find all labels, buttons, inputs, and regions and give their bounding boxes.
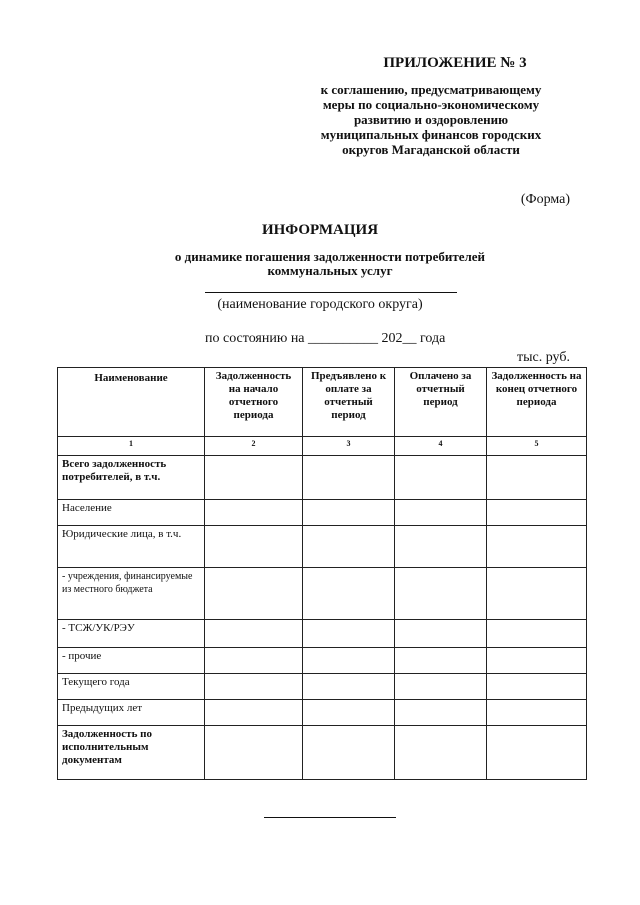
header-paid: Оплачено за отчетный период [395,368,487,437]
column-number: 3 [303,437,395,456]
table-cell[interactable] [303,620,395,648]
row-label: - учреждения, финансируемые из местного бюджета [58,568,205,620]
column-number: 1 [58,437,205,456]
table-cell[interactable] [303,674,395,700]
row-label: - прочие [58,648,205,674]
appendix-line: меры по социально-экономическому [322,97,540,112]
appendix-line: муниципальных финансов городских [320,127,542,142]
table-cell[interactable] [205,674,303,700]
table-cell[interactable] [205,500,303,526]
appendix-text [296,82,566,157]
table-cell[interactable] [395,674,487,700]
table-cell[interactable] [205,620,303,648]
units-label: тыс. руб. [517,350,570,365]
header-name: Наименование [58,368,205,437]
appendix-line: развитию и оздоровлению [353,112,509,127]
row-label: Всего задолженность потребителей, в т.ч. [58,456,205,500]
district-underline [205,292,457,293]
appendix-title: ПРИЛОЖЕНИЕ № 3 [383,55,527,71]
subtitle-line-1: о динамике погашения задолженности потребителей [174,249,486,264]
table-cell[interactable] [303,648,395,674]
table-row [58,526,587,568]
table-cell[interactable] [395,648,487,674]
table-row [58,456,587,500]
subtitle-line-2: коммунальных услуг [267,263,393,278]
form-label: (Форма) [520,192,570,207]
row-label: - ТСЖ/УК/РЭУ [58,620,205,648]
table-row [58,700,587,726]
table-cell[interactable] [303,456,395,500]
table-cell[interactable] [303,726,395,780]
header-debt-end: Задолженность на конец отчетного периода [487,368,587,437]
table-row [58,620,587,648]
table-cell[interactable] [303,500,395,526]
table-row [58,726,587,780]
table-row [58,648,587,674]
row-label: Задолженность по исполнительным документам [58,726,205,780]
table-cell[interactable] [205,568,303,620]
header-billed: Предъявлено к оплате за отчетный период [303,368,395,437]
table-cell[interactable] [487,648,587,674]
table-cell[interactable] [487,674,587,700]
table-cell[interactable] [303,526,395,568]
table-cell[interactable] [205,700,303,726]
row-label: Текущего года [58,674,205,700]
table-cell[interactable] [395,568,487,620]
table-cell[interactable] [205,726,303,780]
column-number: 5 [487,437,587,456]
row-label: Юридические лица, в т.ч. [58,526,205,568]
column-number: 2 [205,437,303,456]
document-subtitle [140,250,520,278]
signature-line [264,817,396,818]
table-row [58,568,587,620]
header-debt-start: Задолженность на начало отчетного периода [205,368,303,437]
table-cell[interactable] [487,620,587,648]
table-header-row [58,368,587,437]
table-cell[interactable] [487,500,587,526]
table-cell[interactable] [487,526,587,568]
table-cell[interactable] [395,526,487,568]
column-number-row [58,437,587,456]
table-cell[interactable] [395,456,487,500]
table-cell[interactable] [395,620,487,648]
table-cell[interactable] [303,568,395,620]
document-title: ИНФОРМАЦИЯ [261,222,379,238]
table-cell[interactable] [205,456,303,500]
appendix-line: к соглашению, предусматривающему [320,82,542,97]
as-of-date: по состоянию на __________ 202__ года [205,331,446,346]
report-table [57,367,587,780]
table-cell[interactable] [205,648,303,674]
table-cell[interactable] [303,700,395,726]
table-row [58,500,587,526]
district-caption: (наименование городского округа) [217,297,423,312]
appendix-line: округов Магаданской области [342,142,520,157]
column-number: 4 [395,437,487,456]
table-cell[interactable] [205,526,303,568]
row-label: Население [58,500,205,526]
table-cell[interactable] [487,568,587,620]
table-cell[interactable] [487,456,587,500]
row-label: Предыдущих лет [58,700,205,726]
table-row [58,674,587,700]
table-cell[interactable] [487,726,587,780]
table-cell[interactable] [395,500,487,526]
table-cell[interactable] [395,700,487,726]
table-cell[interactable] [487,700,587,726]
table-cell[interactable] [395,726,487,780]
